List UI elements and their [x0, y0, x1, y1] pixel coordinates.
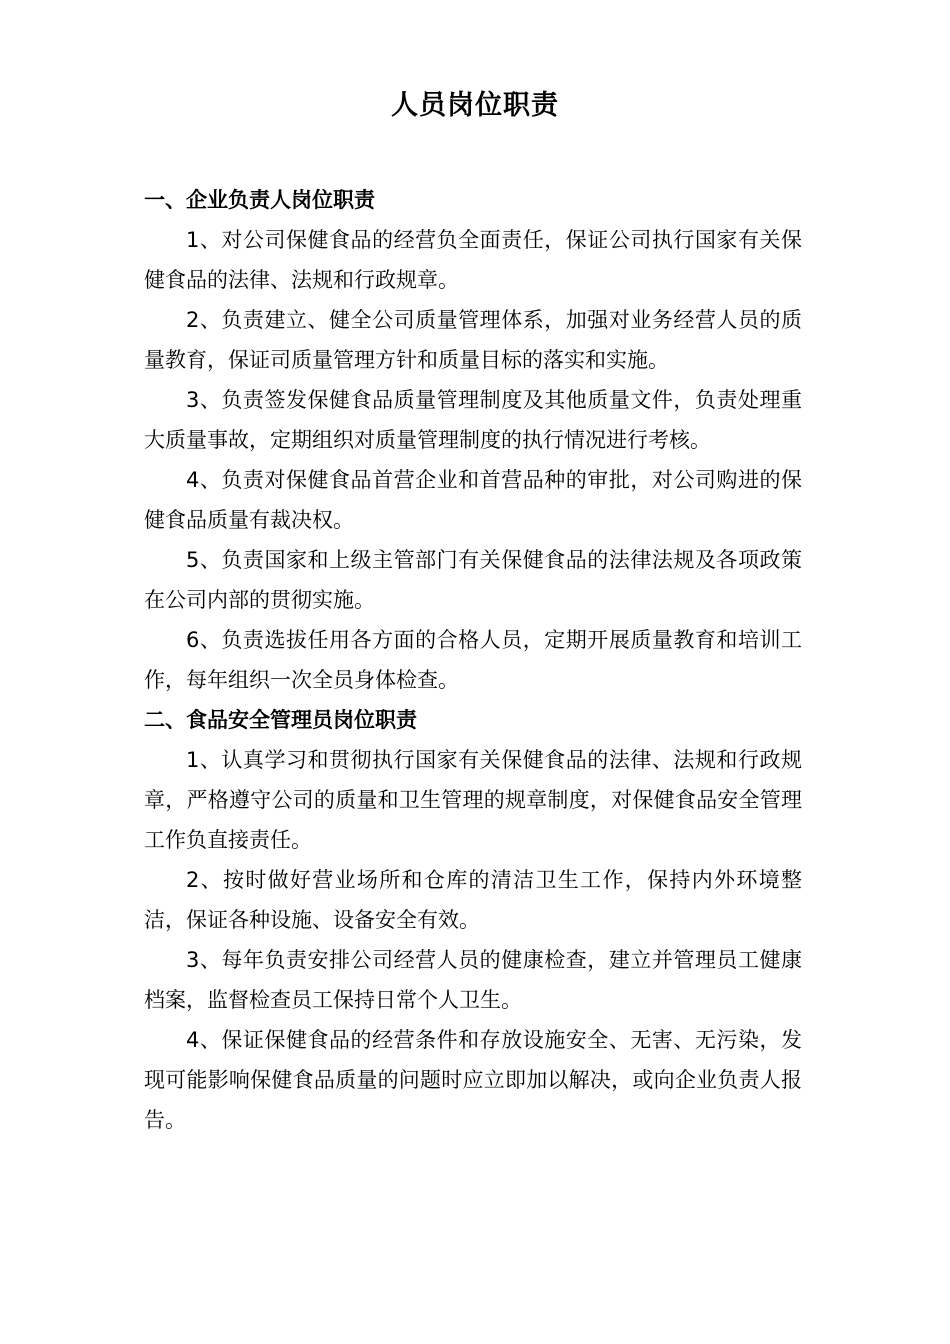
section-food-safety-manager — [144, 700, 802, 1140]
duty-item: 3、负责签发保健食品质量管理制度及其他质量文件，负责处理重大质量事故，定期组织对质量管理制度的执行情况进行考核。 — [144, 388, 802, 452]
duty-item: 1、对公司保健食品的经营负全面责任，保证公司执行国家有关保健食品的法律、法规和行政规章。 — [144, 228, 802, 292]
section-heading: 二、食品安全管理员岗位职责 — [144, 708, 417, 732]
duty-item: 2、负责建立、健全公司质量管理体系，加强对业务经营人员的质量教育，保证司质量管理方针和质量目标的落实和实施。 — [144, 308, 802, 372]
duty-item: 6、负责选拔任用各方面的合格人员，定期开展质量教育和培训工作，每年组织一次全员身体检查。 — [144, 628, 802, 692]
document-title: 人员岗位职责 — [391, 90, 559, 121]
duty-item: 3、每年负责安排公司经营人员的健康检查，建立并管理员工健康档案，监督检查员工保持日常个人卫生。 — [144, 948, 802, 1012]
section-heading: 一、企业负责人岗位职责 — [144, 188, 375, 212]
duty-item: 4、负责对保健食品首营企业和首营品种的审批，对公司购进的保健食品质量有裁决权。 — [144, 468, 802, 532]
duty-item: 2、按时做好营业场所和仓库的清洁卫生工作，保持内外环境整洁，保证各种设施、设备安全有效。 — [144, 868, 802, 932]
document-body — [144, 180, 802, 1140]
duty-item: 1、认真学习和贯彻执行国家有关保健食品的法律、法规和行政规章，严格遵守公司的质量和卫生管理的规章制度，对保健食品安全管理工作负直接责任。 — [144, 748, 802, 852]
duty-item: 5、负责国家和上级主管部门有关保健食品的法律法规及各项政策在公司内部的贯彻实施。 — [144, 548, 802, 612]
section-enterprise-leader — [144, 180, 802, 700]
duty-item: 4、保证保健食品的经营条件和存放设施安全、无害、无污染，发现可能影响保健食品质量的问题时应立即加以解决，或向企业负责人报告。 — [144, 1028, 802, 1132]
